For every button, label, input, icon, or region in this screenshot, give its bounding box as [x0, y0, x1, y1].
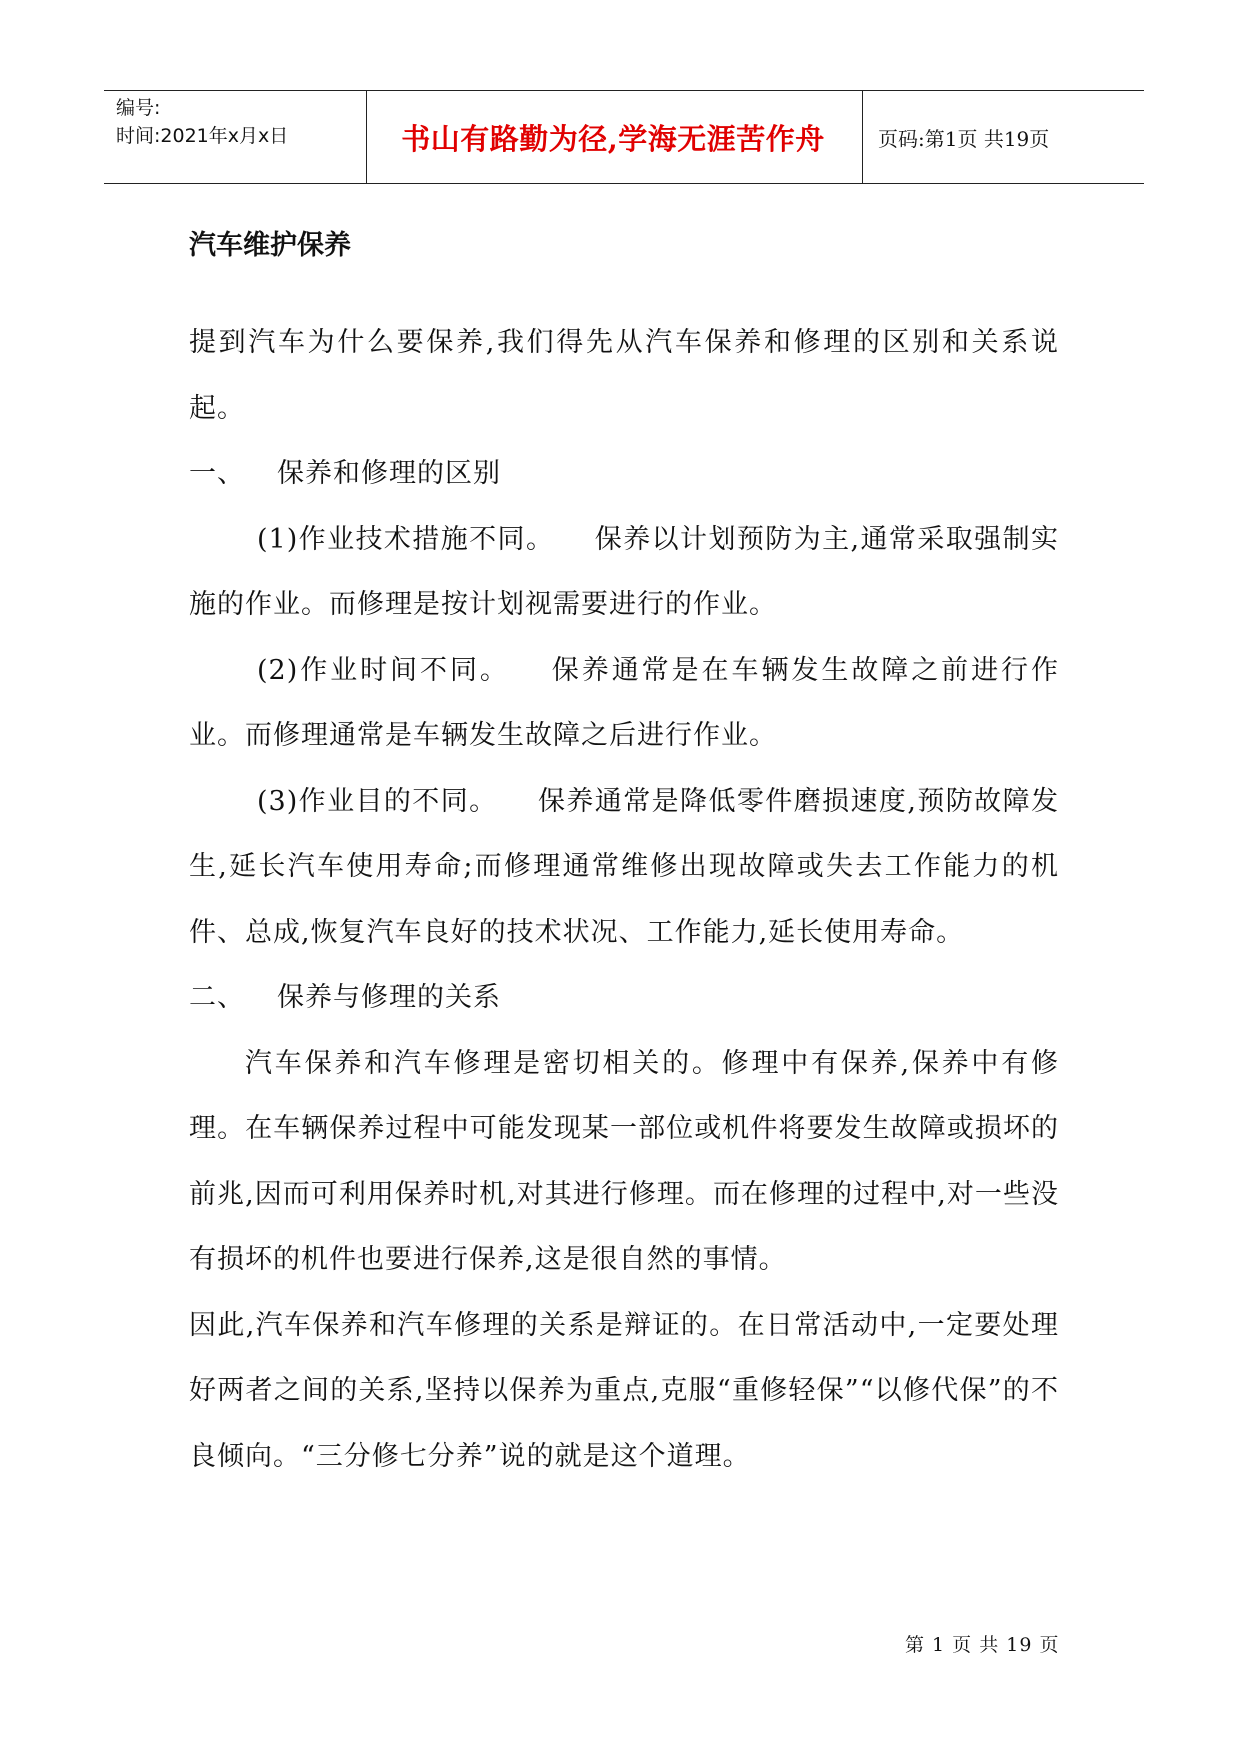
list-item-body: 保养通常是降低零件磨损速度,预防故障发生,延长汽车使用寿命;而修理通常维修出现故障或失去工作能力的机件、总成,恢复汽车良好的技术状况、工作能力,延长使用寿命。 [189, 785, 1059, 948]
document-title: 汽车维护保养 [189, 230, 351, 261]
list-item [189, 769, 1059, 966]
header-motto: 书山有路勤为径,学海无涯苦作舟 [401, 121, 825, 156]
relation-paragraph: 汽车保养和汽车修理是密切相关的。修理中有保养,保养中有修理。在车辆保养过程中可能发现某一部位或机件将要发生故障或损坏的前兆,因而可利用保养时机,对其进行修理。而在修理的过程中,对一些没有损坏的机件也要进行保养,这是很自然的事情。 [189, 1047, 1059, 1275]
section-heading-2 [189, 965, 1059, 1031]
section-number: 二、 [189, 982, 245, 1013]
page-footer: 第 1 页 共 19 页 [905, 1634, 1060, 1656]
list-item-head: (1)作业技术措施不同。 [257, 523, 555, 555]
header-divider-left [366, 91, 367, 183]
header-meta [116, 91, 366, 186]
section-title: 保养与修理的关系 [277, 982, 501, 1013]
header-page-info: 页码:第1页 共19页 [878, 126, 1050, 151]
list-item-head: (2)作业时间不同。 [257, 654, 510, 686]
list-item [189, 507, 1059, 638]
list-item-head: (3)作业目的不同。 [257, 785, 498, 817]
document-number-label: 编号: [116, 97, 161, 119]
document-time-label: 时间:2021年x月x日 [116, 125, 289, 147]
list-item-body: 保养通常是在车辆发生故障之前进行作业。而修理通常是车辆发生故障之后进行作业。 [189, 654, 1060, 751]
intro-paragraph: 提到汽车为什么要保养,我们得先从汽车保养和修理的区别和关系说起。 [189, 327, 1059, 424]
page-header [104, 90, 1144, 184]
section-title: 保养和修理的区别 [277, 458, 501, 489]
document-body [189, 310, 1059, 1489]
header-divider-right [862, 91, 863, 183]
conclusion-paragraph: 因此,汽车保养和汽车修理的关系是辩证的。在日常活动中,一定要处理好两者之间的关系,坚持以保养为重点,克服“重修轻保”“以修代保”的不良倾向。“三分修七分养”说的就是这个道理。 [189, 1309, 1059, 1472]
list-item [189, 638, 1059, 769]
list-item-body: 保养以计划预防为主,通常采取强制实施的作业。而修理是按计划视需要进行的作业。 [189, 523, 1059, 620]
section-number: 一、 [189, 458, 245, 489]
section-heading-1 [189, 441, 1059, 507]
